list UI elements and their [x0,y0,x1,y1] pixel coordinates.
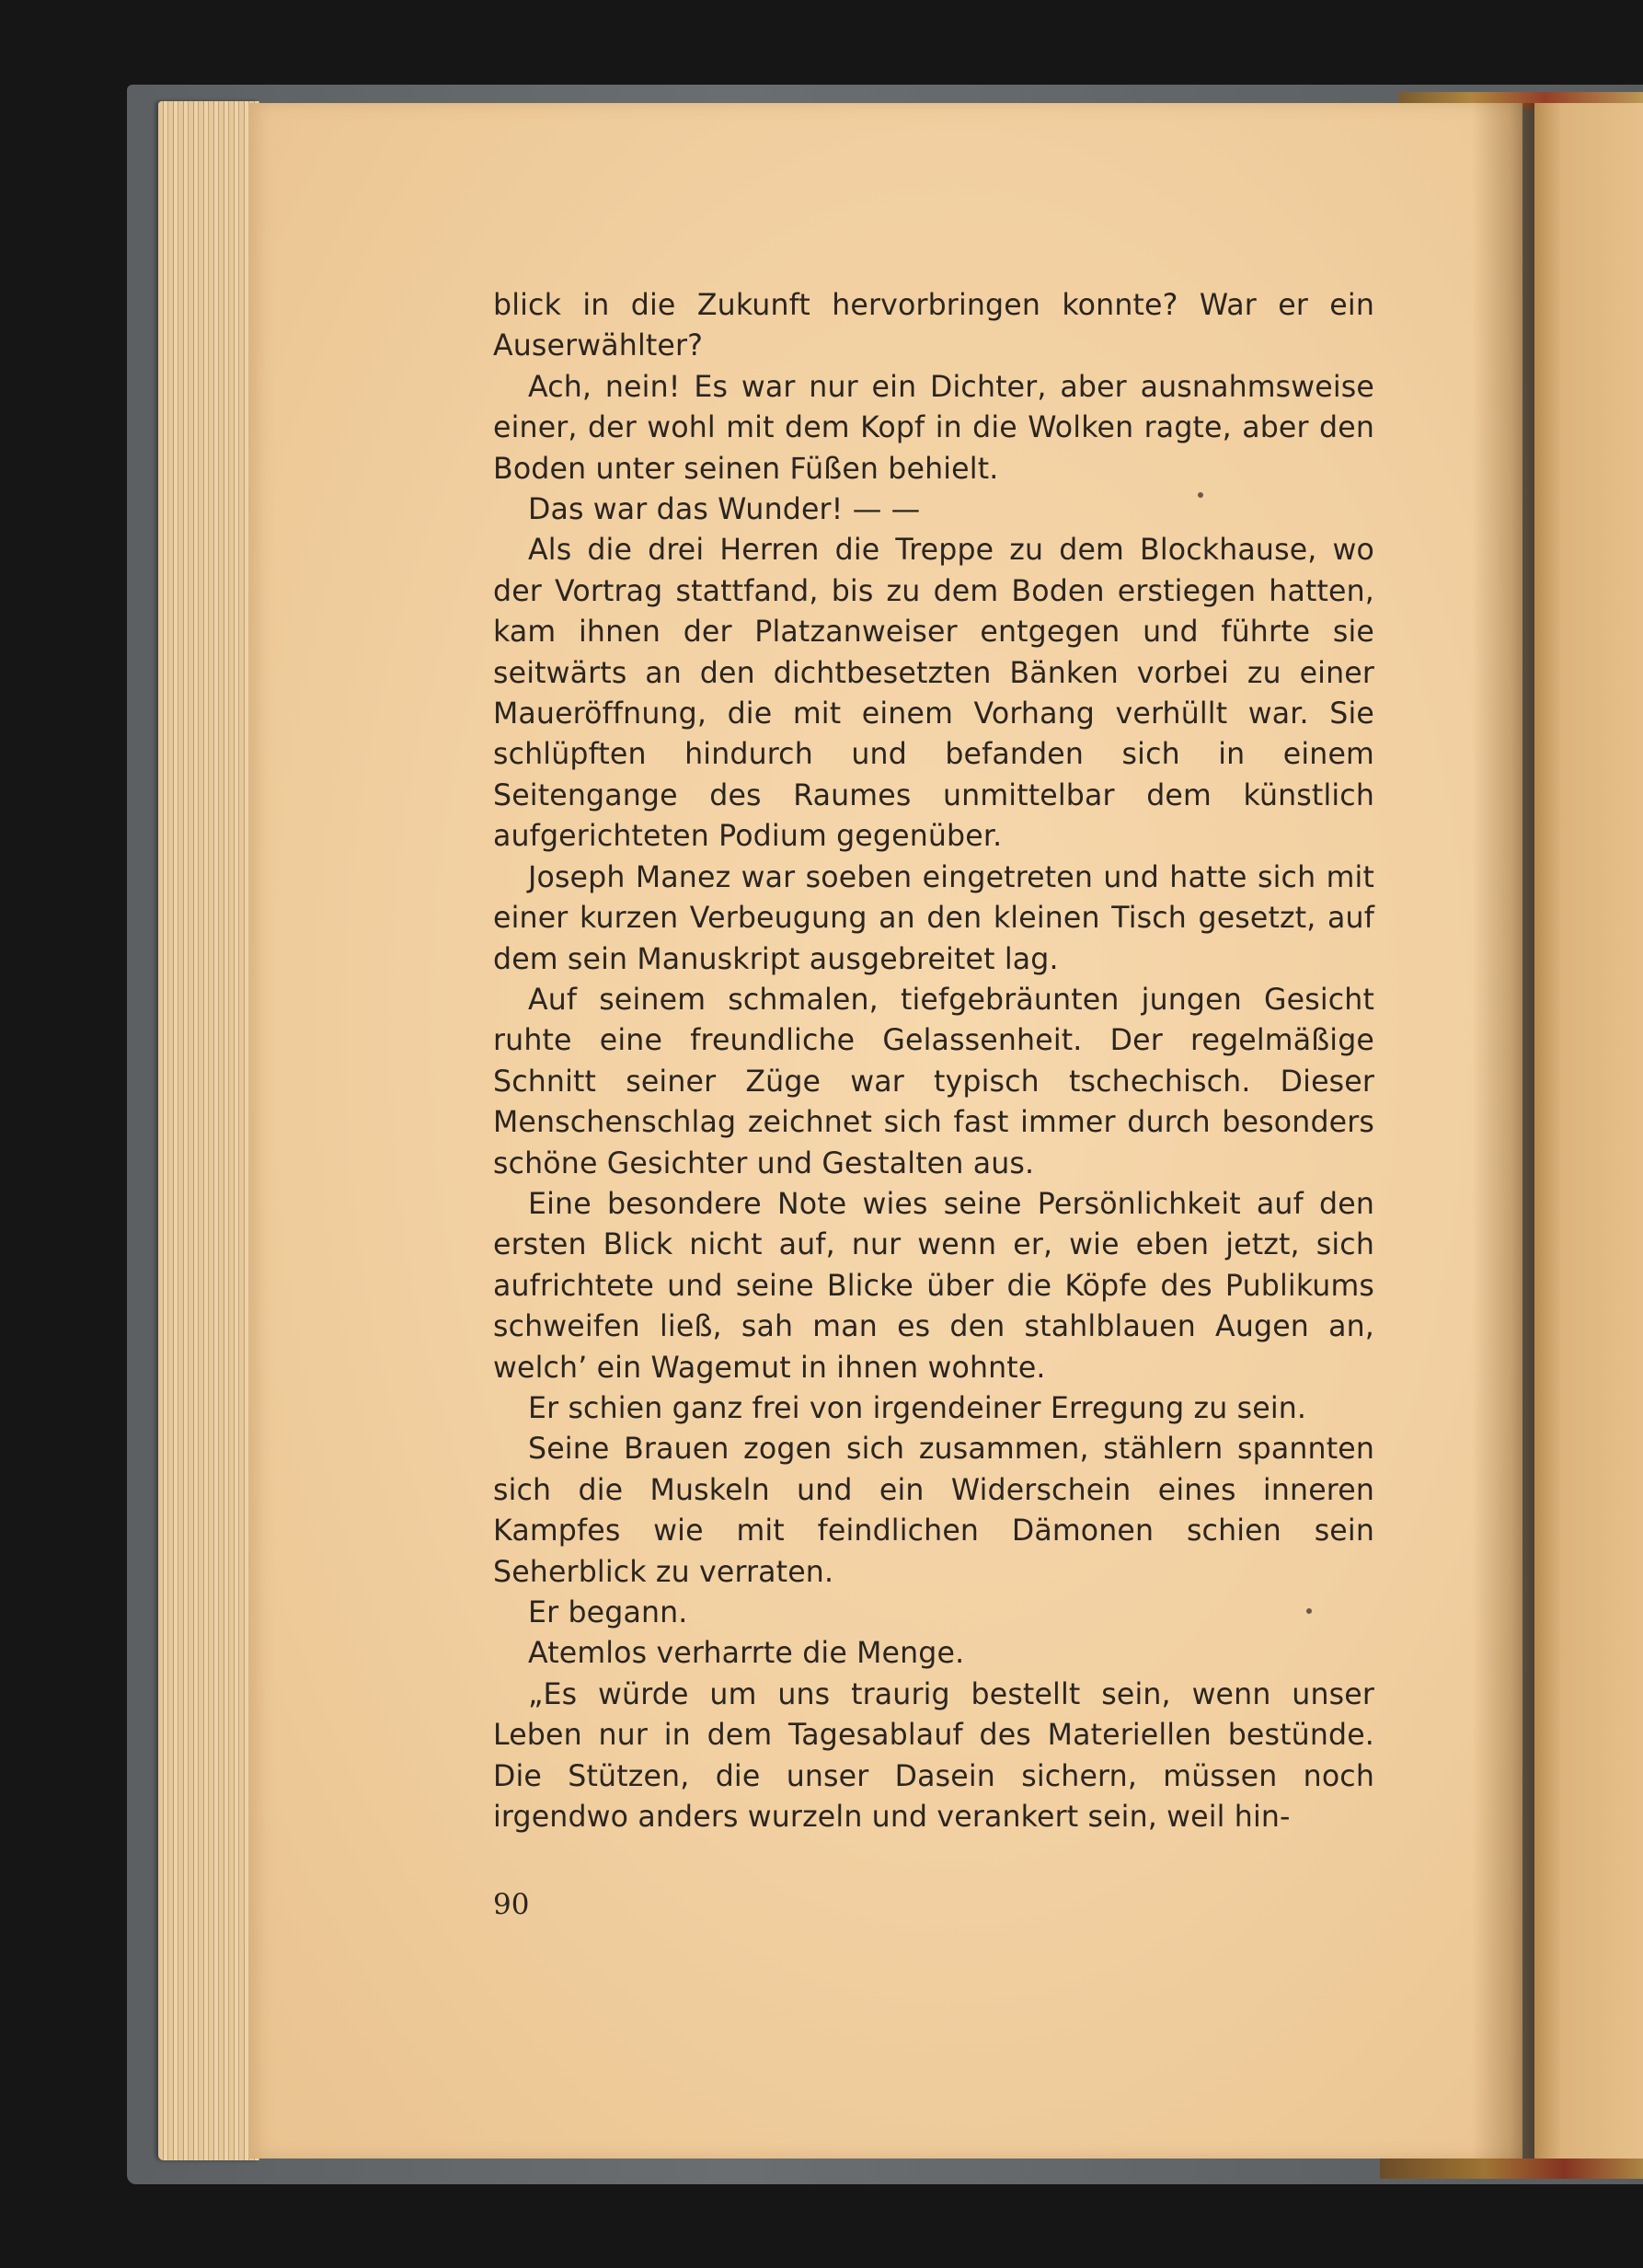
paragraph: Joseph Manez war soeben eingetreten und hatte sich mit einer kurzen Verbeugung an den kleinen Tisch gesetzt, auf dem sein Manuskript ausgebreitet lag. [493,860,1374,976]
paragraph: „Es würde um uns traurig bestellt sein, wenn unser Leben nur in dem Tagesablauf des Materiellen bestünde. Die Stützen, die unser Dasein sichern, müssen noch irgendwo anders wurzeln und verankert sein, weil hin- [493,1677,1374,1835]
paragraph: Als die drei Herren die Treppe zu dem Blockhause, wo der Vortrag stattfand, bis zu dem Boden erstiegen hatten, kam ihnen der Platzanweiser entgegen und führte sie seitwärts an den dichtbesetzten Bänken vorbei zu einer Maueröffnung, die mit einem Vorhang verhüllt war. Sie schlüpften hindurch und befanden sich in einem Seitengange des Raumes unmittelbar dem künstlich aufgerichteten Podium gegenüber. [493,534,1374,854]
paragraph: Auf seinem schmalen, tiefgebräunten jungen Gesicht ruhte eine freundliche Gelassenheit. Der regelmäßige Schnitt seiner Züge war typisch tschechisch. Dieser Menschenschlag zeichnet sich fast immer durch besonders schöne Gesichter und Gestalten aus. [493,983,1374,1180]
page-number: 90 [493,1888,530,1921]
paragraph: Atemlos verharrte die Menge. [528,1637,965,1671]
facing-page-edge [1534,103,1643,2159]
book-tailband [1380,2159,1643,2179]
paragraph: Er schien ganz frei von irgendeiner Erregung zu sein. [528,1391,1307,1425]
page-edges [158,101,259,2160]
paragraph: Eine besondere Note wies seine Persönlichkeit auf den ersten Blick nicht auf, nur wenn er, wie eben jetzt, sich aufrichtete und seine Blicke über die Köpfe des Publikums schweifen ließ, sah man es den stahlblauen Augen an, welch’ ein Wagemut in ihnen wohnte. [493,1187,1374,1385]
paragraph: blick in die Zukunft hervorbringen konnte? War er ein Auserwählter? [493,289,1374,363]
page-text [493,285,1374,1837]
paragraph: Seine Brauen zogen sich zusammen, stählern spannten sich die Muskeln und ein Widerschein eines inneren Kampfes wie mit feindlichen Dämonen schien sein Seherblick zu verraten. [493,1433,1374,1589]
paragraph: Ach, nein! Es war nur ein Dichter, aber ausnahmsweise einer, der wohl mit dem Kopf in die Wolken ragte, aber den Boden unter seinen Füßen behielt. [493,370,1374,486]
paragraph: Das war das Wunder! — — [528,493,921,527]
paragraph: Er begann. [528,1596,688,1629]
page-gutter-shadow [1472,103,1536,2159]
